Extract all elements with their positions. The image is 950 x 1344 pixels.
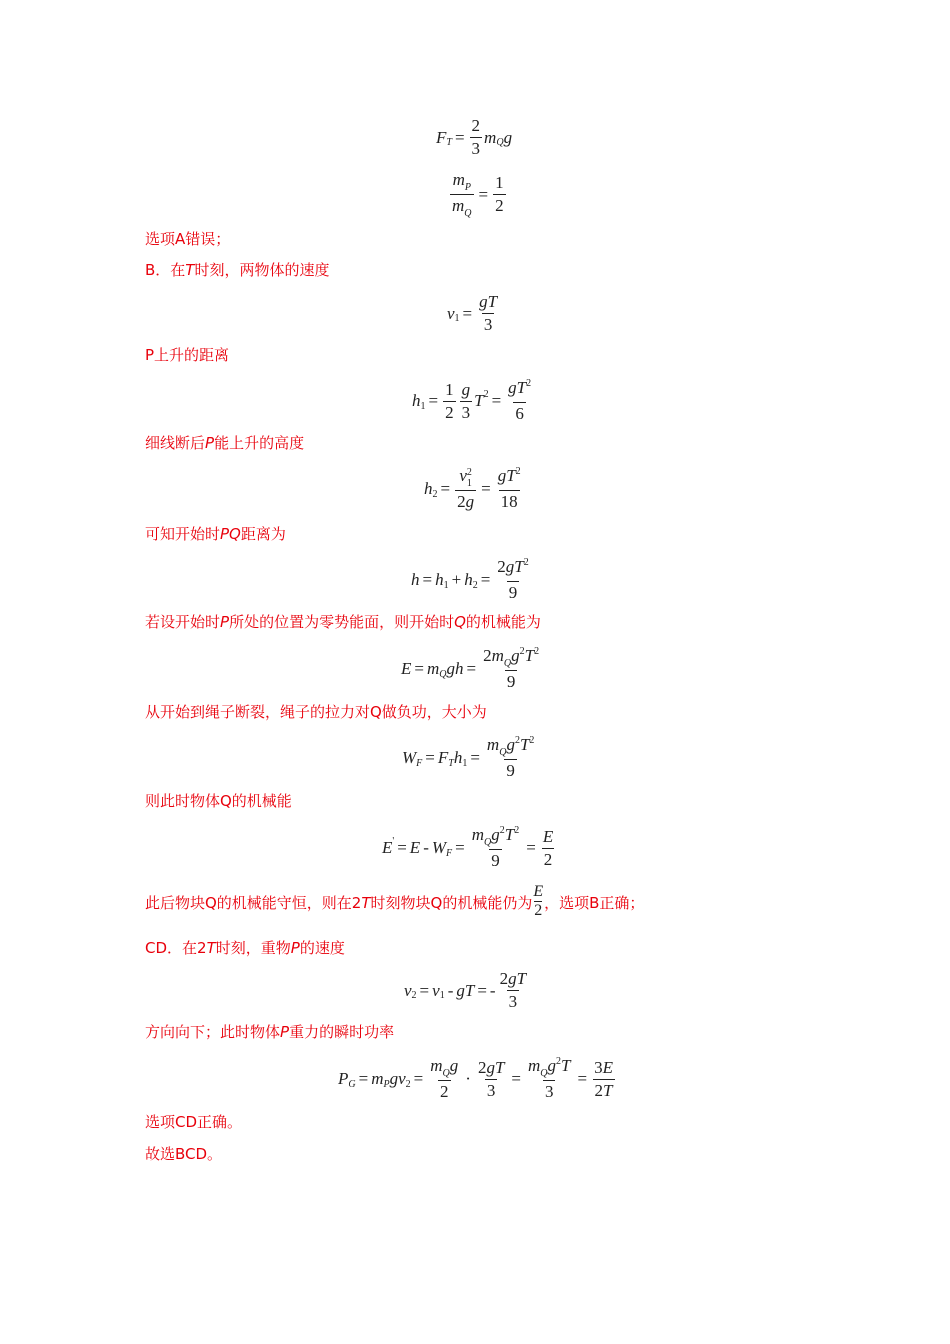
equation-mass-ratio: $\frac{m_P}{m_Q}$ = $\frac{1}{2}$ <box>452 170 504 219</box>
text-option-a-wrong: 选项A错误； <box>145 230 231 248</box>
equation-v1: v 1 = $\frac{gT}{3}$ <box>447 292 498 334</box>
inline-fraction-e-over-2: $\frac{E}{2}$ <box>533 883 544 919</box>
equation-v2: v 2 = v 1 - gT = - $\frac{2gT}{3}$ <box>404 969 527 1011</box>
text-after-break-height: 细线断后P能上升的高度 <box>145 434 305 452</box>
equation-energy-e: E = m Q gh = $\frac{2m_Qg^2T^2}{9}$ <box>401 646 540 691</box>
text-option-cd-velocity: CD．在2T时刻，重物P的速度 <box>145 939 345 957</box>
text-option-b-velocity: B．在T时刻，两物体的速度 <box>145 261 330 279</box>
text-q-mechanical-energy: 则此时物体Q的机械能 <box>145 792 292 810</box>
equation-h1: h 1 = $\frac{1}{2}$ $\frac{g}{3}$ T 2 = $\frac{gT^2}{6}$ <box>412 378 532 423</box>
equation-power: P G = m P gv 2 = $\frac{m_Qg}{2}$ · $\frac{2gT}{3}$ = $\frac{m_Qg^2T}{3}$ = $\frac{3E}{2T}$ <box>338 1056 613 1101</box>
text-energy-conserved: 此后物块Q的机械能守恒，则在2T时刻物块Q的机械能仍为 $\frac{E}{2}$ ，选项B正确； <box>145 883 645 919</box>
text-pq-distance: 可知开始时PQ距离为 <box>145 525 286 543</box>
equation-work: W F = F T h 1 = $\frac{m_Qg^2T^2}{9}$ <box>402 735 535 780</box>
equation-e-prime: E ' = E - W F = $\frac{m_Qg^2T^2}{9}$ = $\frac{E}{2}$ <box>382 825 554 870</box>
text-zero-potential: 若设开始时P所处的位置为零势能面，则开始时Q的机械能为 <box>145 613 541 631</box>
equation-h-total: h = h 1 + h 2 = $\frac{2gT^2}{9}$ <box>411 557 529 602</box>
text-gravity-power: 方向向下；此时物体P重力的瞬时功率 <box>145 1023 395 1041</box>
equation-tension: F T = $\frac{2}{3}$ m Q g <box>436 116 513 158</box>
text-p-rise-distance: P上升的距离 <box>145 346 230 364</box>
text-option-cd-correct: 选项CD正确。 <box>145 1113 243 1131</box>
text-final-answer: 故选BCD。 <box>145 1145 223 1163</box>
equation-h2: h 2 = $\frac{v^2_1}{2g}$ = $\frac{gT^2}{18}$ <box>424 466 521 511</box>
text-negative-work: 从开始到绳子断裂，绳子的拉力对Q做负功，大小为 <box>145 703 487 721</box>
